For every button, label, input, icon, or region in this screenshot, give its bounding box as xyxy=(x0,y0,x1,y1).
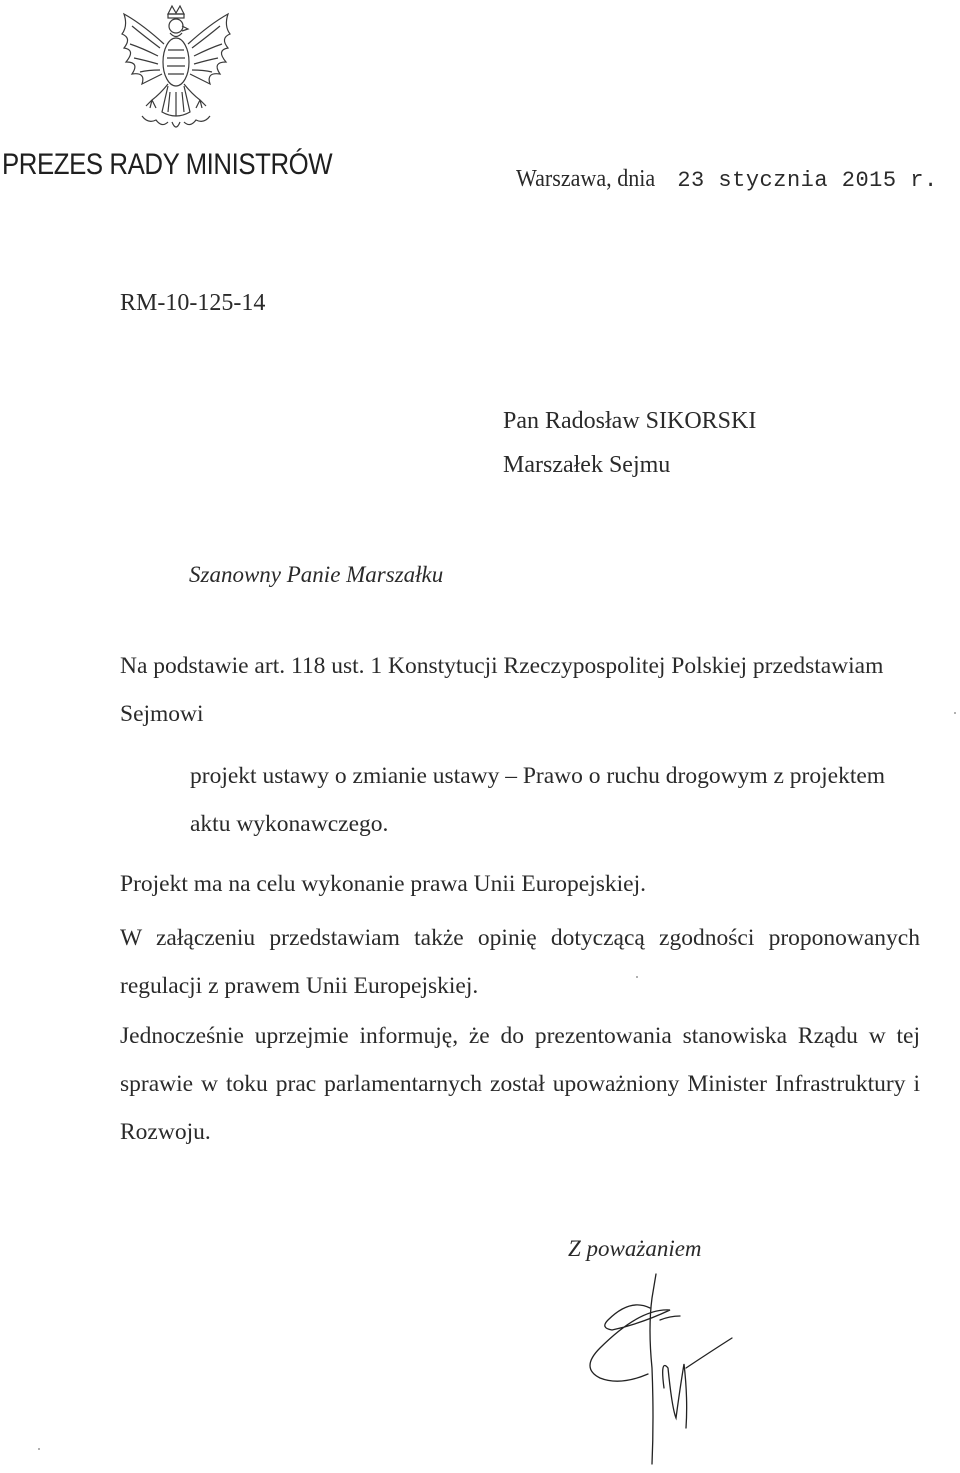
issuer-title: PREZES RADY MINISTRÓW xyxy=(2,148,333,181)
scan-speck xyxy=(38,1448,40,1450)
closing-phrase: Z poważaniem xyxy=(568,1236,702,1261)
paragraph-attachment: W załączeniu przedstawiam także opinię dotyczącą zgodności proponowanych regulacji z prawem Unii Europejskiej. xyxy=(120,925,920,999)
salutation: Szanowny Panie Marszałku xyxy=(189,562,444,587)
paragraph-project: projekt ustawy o zmianie ustawy – Prawo o ruchu drogowym z projektem aktu wykonawczego. xyxy=(190,763,886,837)
date-place: Warszawa, dnia xyxy=(516,166,656,192)
paragraph-representative: Jednocześnie uprzejmie informuję, że do prezentowania stanowiska Rządu w tej sprawie w toku prac parlamentarnych został upoważniony Minister Infrastruktury i Rozwoju. xyxy=(120,1023,920,1145)
paragraph-intro: Na podstawie art. 118 ust. 1 Konstytucji Rzeczypospolitej Polskiej przedstawiam Sejmowi xyxy=(120,653,884,727)
scan-speck xyxy=(954,712,956,714)
scan-speck xyxy=(636,976,638,978)
date-line xyxy=(516,166,938,193)
paragraph-purpose: Projekt ma na celu wykonanie prawa Unii Europejskiej. xyxy=(120,871,646,897)
reference-number: RM-10-125-14 xyxy=(120,290,266,316)
recipient-title: Marszałek Sejmu xyxy=(503,452,671,478)
handwritten-signature xyxy=(560,1268,750,1468)
recipient-name: Pan Radosław SIKORSKI xyxy=(503,408,757,434)
polish-eagle-emblem-icon xyxy=(102,4,250,136)
date-value: 23 stycznia 2015 r. xyxy=(677,168,938,193)
